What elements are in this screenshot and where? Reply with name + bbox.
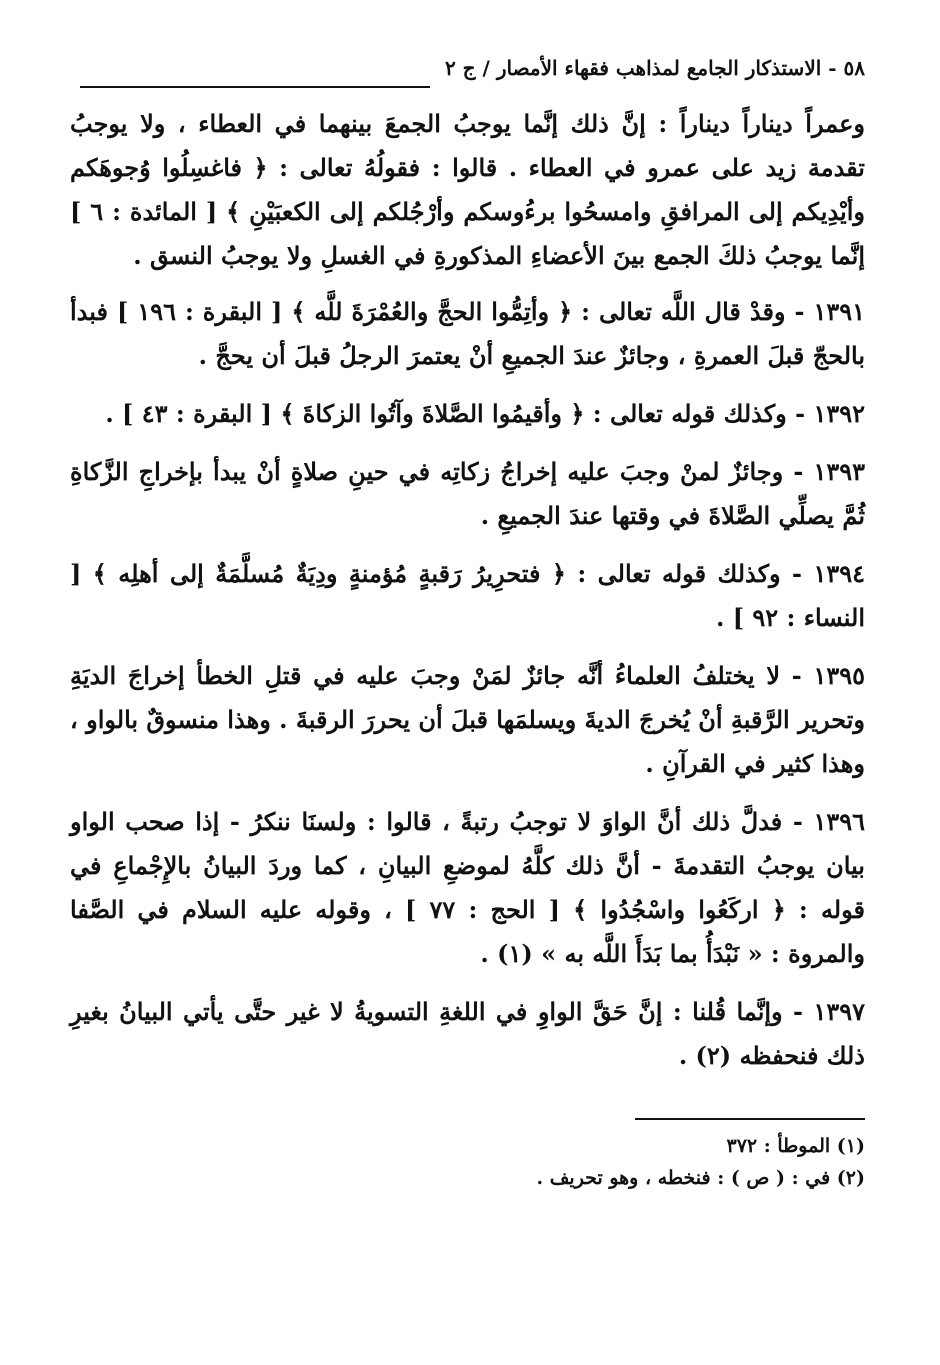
paragraph-1396: ١٣٩٦ - فدلَّ ذلك أنَّ الواوَ لا توجبُ رتبةً ، قالوا : ولسنَا ننكرُ - إذا صحب الواو بيان يوجبُ التقدمةَ - أنَّ ذلك كلَّهُ لموضعِ البيانِ ، كما وردَ البيانُ بالإِجْماعِ في قوله : ﴿ اركَعُوا واسْجُدُوا ﴾ [ الحج : ٧٧ ] ، وقوله عليه السلام في الصَّفا والمروة : « نَبْدَأُ بما بَدَأَ اللَّه به » (١) . [70, 807, 865, 968]
paragraph-1393: ١٣٩٣ - وجائزٌ لمنْ وجبَ عليه إخراجُ زكاتِه في حينِ صلاةٍ أنْ يبدأ بإخراجِ الزَّكاةِ ثُمَّ يصلِّي الصَّلاةَ في وقتها عندَ الجميعِ . [70, 457, 865, 530]
footnote-rule [635, 1118, 865, 1120]
paragraph-1394: ١٣٩٤ - وكذلك قوله تعالى : ﴿ فتحرِيرُ رَقبةٍ مُؤمنةٍ ودِيَةٌ مُسلَّمَةٌ إلى أهلِه ﴾ [ النساء : ٩٢ ] . [70, 559, 865, 632]
header-title: ٥٨ - الاستذكار الجامع لمذاهب فقهاء الأمصار / ج ٢ [444, 56, 865, 80]
page [70, 40, 865, 1194]
footnote-2: (٢) في : ( ص ) : فنخطه ، وهو تحريف . [536, 1167, 865, 1189]
paragraph-1391: ١٣٩١ - وقدْ قال اللَّه تعالى : ﴿ وأتِمُّوا الحجَّ والعُمْرَةَ للَّه ﴾ [ البقرة : ١٩٦ ] فبدأ بالحجّ قبلَ العمرةِ ، وجائزٌ عندَ الجميعِ أنْ يعتمرَ الرجلُ قبلَ أن يحجَّ . [70, 297, 866, 370]
header-rule [80, 86, 430, 88]
paragraph-1395: ١٣٩٥ - لا يختلفُ العلماءُ أنَّه جائزٌ لمَنْ وجبَ عليه في قتلِ الخطأ إخراجَ الديَةِ وتحرير الرَّقبةِ أنْ يُخرجَ الديةَ ويسلمَها قبلَ أن يحررَ الرقبةَ . وهذا منسوقٌ بالواو ، وهذا كثير في القرآنِ . [70, 661, 865, 778]
running-header [70, 40, 865, 82]
footnotes [70, 1130, 865, 1194]
body-text [70, 102, 865, 1078]
paragraph-1392: ١٣٩٢ - وكذلك قوله تعالى : ﴿ وأقيمُوا الصَّلاةَ وآتُوا الزكاةَ ﴾ [ البقرة : ٤٣ ] . [105, 399, 865, 428]
paragraph-1397: ١٣٩٧ - وإنَّما قُلنا : إنَّ حَقَّ الواوِ في اللغةِ التسويةُ لا غير حتَّى يأتي البيانُ بغيرِ ذلك فنحفظه (٢) . [70, 997, 865, 1070]
paragraph-1390-continued: وعمراً ديناراً ديناراً : إنَّ ذلك إنَّما يوجبُ الجمعَ بينهما في العطاء ، ولا يوجبُ تقدمة زيد على عمرو في العطاء . قالوا : فقولُهُ تعالى : ﴿ فاغسِلُوا وُجوهَكم وأيْدِيكم إلى المرافقِ وامسحُوا برءُوسكم وأرْجُلكم إلى الكعبَيْنِ ﴾ [ المائدة : ٦ ] إنَّما يوجبُ ذلكَ الجمع بينَ الأعضاءِ المذكورةِ في الغسلِ ولا يوجبُ النسق . [70, 109, 865, 270]
footnote-1: (١) الموطأ : ٣٧٢ [726, 1135, 865, 1157]
